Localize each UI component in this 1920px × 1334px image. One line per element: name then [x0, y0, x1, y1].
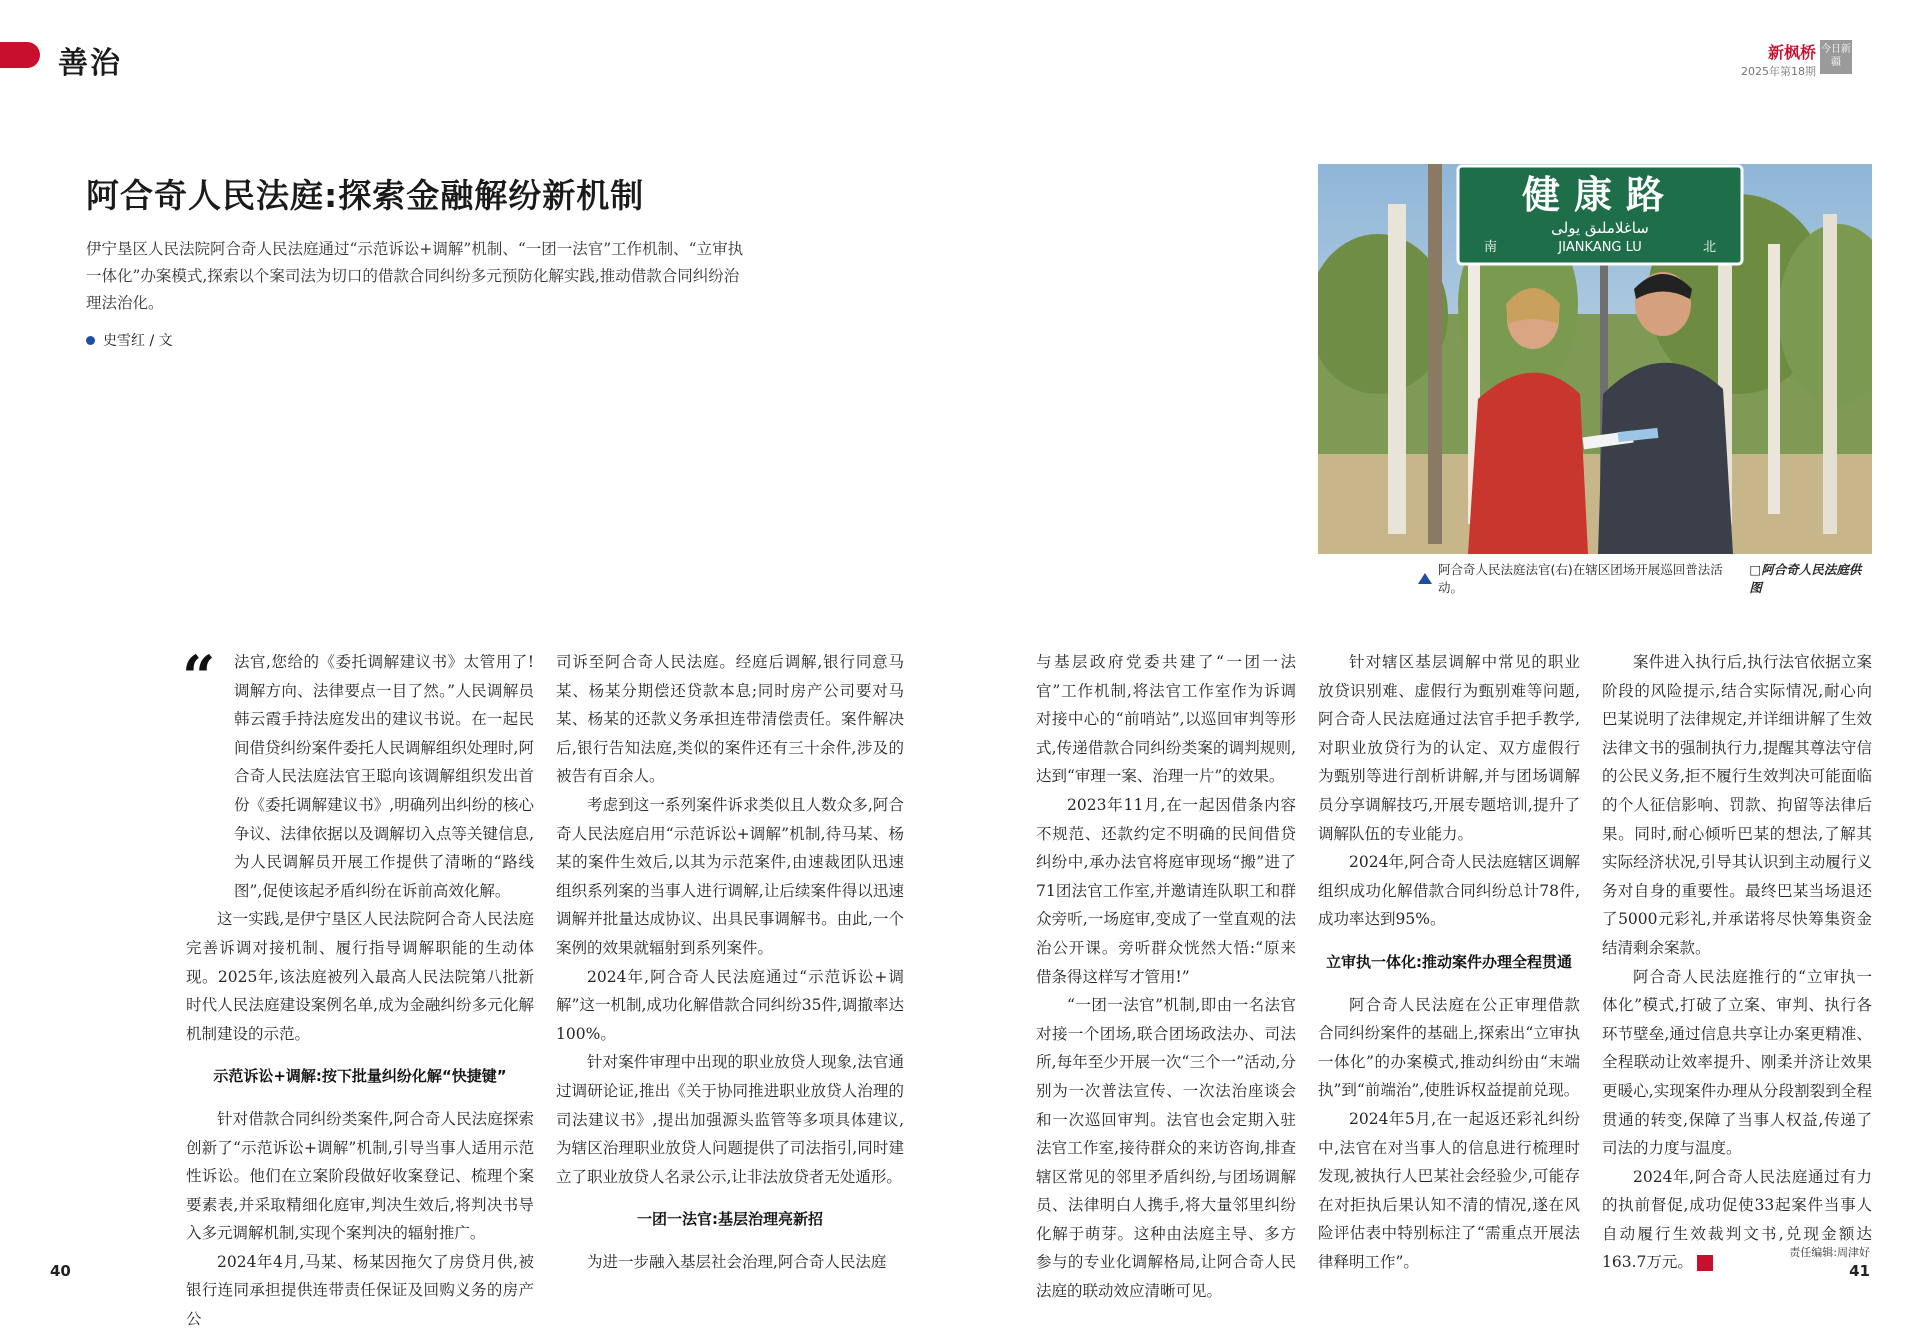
author-dot-icon: [86, 336, 95, 345]
paragraph: 2023年11月,在一起因借条内容不规范、还款约定不明确的民间借贷纠纷中,承办法官将庭审现场“搬”进了71团法官工作室,并邀请连队职工和群众旁听,一场庭审,变成了一堂直观的法治公开课。旁听群众恍然大悟:“原来借条得这样写才管用!”: [1036, 795, 1296, 986]
paragraph: 阿合奇人民法庭在公正审理借款合同纠纷案件的基础上,探索出“立审执一体化”的办案模式,推动纠纷由“末端执”到“前端治”,使胜诉权益提前兑现。: [1318, 995, 1580, 1100]
sign-south: 南: [1484, 240, 1498, 255]
paragraph: 2024年4月,马某、杨某因拖欠了房贷月供,被银行连同承担提供连带责任保证及回购义务的房产公: [186, 1252, 534, 1329]
article-end-icon: [1697, 1255, 1713, 1271]
opening-quote-icon: “: [182, 643, 216, 711]
photo-caption: [1418, 560, 1872, 596]
page-number-left: 40: [50, 1262, 71, 1280]
paragraph: 2024年,阿合奇人民法庭辖区调解组织成功化解借款合同纠纷总计78件,成功率达到95%。: [1318, 853, 1580, 929]
subheading: 立审执一体化:推动案件办理全程贯通: [1325, 952, 1572, 971]
column-2: [556, 648, 904, 1276]
street-sign: [1474, 172, 1726, 258]
issue-number: 2025年第18期: [1741, 65, 1816, 78]
section-title: 善治: [58, 46, 122, 81]
paragraph: 考虑到这一系列案件诉求类似且人数众多,阿合奇人民法庭启用“示范诉讼+调解”机制,待马某、杨某的案件生效后,以其为示范案件,由速裁团队迅速组织系列案的当事人进行调解,让后续案件得以迅速调解并批量达成协议、出具民事调解书。由此,一个案例的效果就辐射到系列案件。: [556, 795, 904, 957]
paragraph: 为进一步融入基层社会治理,阿合奇人民法庭: [587, 1252, 887, 1271]
article-photo: [1318, 164, 1872, 554]
brand-badge: 今日新疆: [1820, 40, 1852, 74]
caption-text: 阿合奇人民法庭法官(右)在辖区团场开展巡回普法活动。: [1438, 562, 1723, 595]
paragraph: 案件进入执行后,执行法官依据立案阶段的风险提示,结合实际情况,耐心向巴某说明了法律规定,并详细讲解了生效法律文书的强制执行力,提醒其尊法守信的公民义务,拒不履行生效判决可能面临的个人征信影响、罚款、拘留等法律后果。同时,耐心倾听巴某的想法,了解其实际经济状况,引导其认识到主动履行义务对自身的重要性。最终巴某当场退还了5000元彩礼,并承诺将尽快筹集资金结清剩余案款。: [1602, 653, 1872, 957]
photo-credit: □阿合奇人民法庭供图: [1749, 562, 1862, 595]
caption-triangle-icon: [1418, 573, 1432, 584]
sign-pinyin: JIANKANG LU: [1558, 240, 1642, 255]
brand-name: 新枫桥: [1767, 43, 1816, 62]
paragraph: “一团一法官”机制,即由一名法官对接一个团场,联合团场政法办、司法所,每年至少开展一次“三个一”活动,分别为一次普法宣传、一次法治座谈会和一次巡回审判。法官也会定期入驻法官工作室,接待群众的来访咨询,排查辖区常见的邻里矛盾纠纷,与团场调解员、法律明白人携手,将大量邻里纠纷化解于萌芽。这种由法庭主导、多方参与的专业化调解格局,让阿合奇人民法庭的联动效应清晰可见。: [1036, 996, 1296, 1301]
article-title: 阿合奇人民法庭:探索金融解纷新机制: [86, 176, 645, 215]
subheading: 示范诉讼+调解:按下批量纠纷化解“快捷键”: [213, 1067, 507, 1086]
column-1: [186, 648, 534, 1334]
paragraph: 阿合奇人民法庭推行的“立审执一体化”模式,打破了立案、审判、执行各环节壁垒,通过信息共享让办案更精准、全程联动让效率提升、刚柔并济让效果更暖心,实现案件办理从分段割裂到全程贯通的转变,保障了当事人权益,传递了司法的力度与温度。: [1602, 967, 1872, 1158]
column-3: [1036, 648, 1296, 1306]
sign-uyghur: ساغلاملىق يولى: [1551, 219, 1649, 237]
sign-north: 北: [1702, 240, 1716, 255]
column-4: [1318, 648, 1580, 1276]
paragraph-text: 2024年,阿合奇人民法庭通过有力的执前督促,成功促使33起案件当事人自动履行生效裁判文书,兑现金额达163.7万元。: [1602, 1167, 1872, 1272]
paragraph: 2024年5月,在一起返还彩礼纠纷中,法官在对当事人的信息进行梳理时发现,被执行人巴某社会经验少,可能存在对拒执后果认知不清的情况,遂在风险评估表中特别标注了“需重点开展法律释明工作”。: [1318, 1109, 1580, 1271]
paragraph: 针对辖区基层调解中常见的职业放贷识别难、虚假行为甄别难等问题,阿合奇人民法庭通过法官手把手教学,对职业放贷行为的认定、双方虚假行为甄别等进行剖析讲解,并与团场调解员分享调解技巧,开展专题培训,提升了调解队伍的专业能力。: [1318, 653, 1580, 843]
paragraph: 针对借款合同纠纷类案件,阿合奇人民法庭探索创新了“示范诉讼+调解”机制,引导当事人适用示范性诉讼。他们在立案阶段做好收案登记、梳理个案要素表,并采取精细化庭审,判决生效后,将判决书导入多元调解机制,实现个案判决的辐射推广。: [186, 1109, 534, 1243]
subheading: 一团一法官:基层治理亮新招: [637, 1210, 823, 1229]
paragraph: 这一实践,是伊宁垦区人民法院阿合奇人民法庭完善诉调对接机制、履行指导调解职能的生动体现。2025年,该法庭被列入最高人民法院第八批新时代人民法庭建设案例名单,成为金融纠纷多元化解机制建设的示范。: [186, 910, 534, 1043]
article-lead: 伊宁垦区人民法院阿合奇人民法庭通过“示范诉讼+调解”机制、“一团一法官”工作机制、“立审执一体化”办案模式,探索以个案司法为切口的借款合同纠纷多元预防化解实践,推动借款合同纠纷治理法治化。: [86, 240, 744, 312]
page-number-right: 41: [1849, 1262, 1870, 1280]
paragraph: 法官,您给的《委托调解建议书》太管用了!调解方向、法律要点一目了然。”人民调解员韩云霞手持法庭发出的建议书说。在一起民间借贷纠纷案件委托人民调解组织处理时,阿合奇人民法庭法官王聪向该调解组织发出首份《委托调解建议书》,明确列出纠纷的核心争议、法律依据以及调解切入点等关键信息,为人民调解员开展工作提供了清晰的“路线图”,促使该起矛盾纠纷在诉前高效化解。: [234, 653, 534, 900]
paragraph: 司诉至阿合奇人民法庭。经庭后调解,银行同意马某、杨某分期偿还贷款本息;同时房产公司要对马某、杨某的还款义务承担连带清偿责任。案件解决后,银行告知法庭,类似的案件还有三十余件,涉及的被告有百余人。: [556, 653, 904, 786]
section-tab: [0, 42, 40, 68]
article-author: [86, 330, 173, 350]
column-5: [1602, 648, 1872, 1277]
paragraph: 针对案件审理中出现的职业放贷人现象,法官通过调研论证,推出《关于协同推进职业放贷人治理的司法建议书》,提出加强源头监管等多项具体建议,为辖区治理职业放贷人问题提供了司法指引,同时建立了职业放贷人名录公示,让非法放贷者无处遁形。: [556, 1053, 904, 1186]
editor-credit: 责任编辑:周津好: [1789, 1246, 1870, 1259]
paragraph: 2024年,阿合奇人民法庭通过“示范诉讼+调解”这一机制,成功化解借款合同纠纷35件,调撤率达100%。: [556, 967, 904, 1043]
author-name: 史雪红 / 文: [103, 333, 173, 349]
magazine-brand: [1741, 40, 1816, 79]
paragraph: 与基层政府党委共建了“一团一法官”工作机制,将法官工作室作为诉调对接中心的“前哨站”,以巡回审判等形式,传递借款合同纠纷类案的调判规则,达到“审理一案、治理一片”的效果。: [1036, 653, 1296, 786]
sign-pinyin-row: [1474, 238, 1726, 258]
sign-chinese: 健康路: [1521, 173, 1678, 217]
